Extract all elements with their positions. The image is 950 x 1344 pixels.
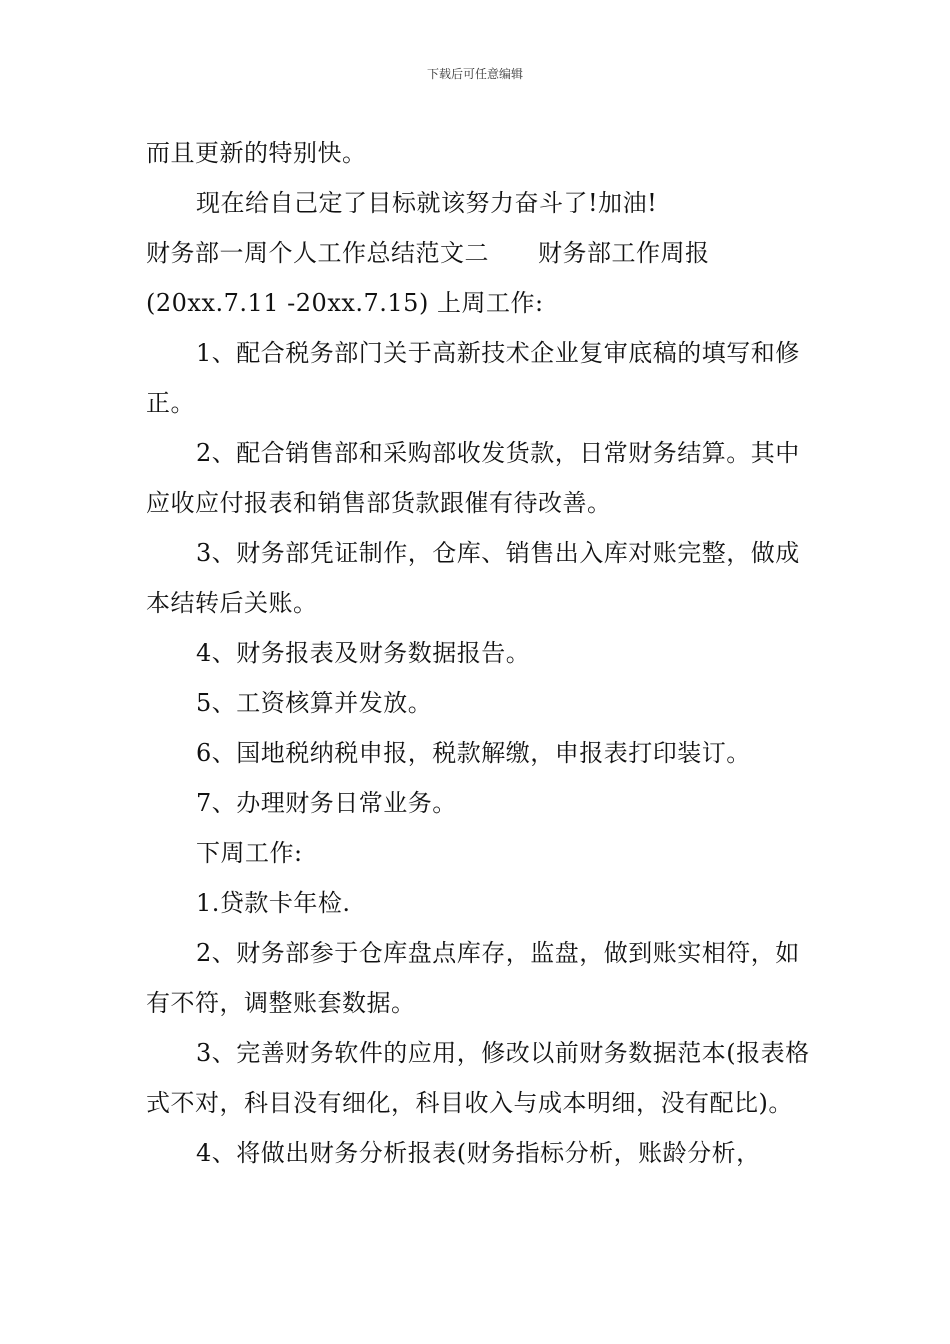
paragraph: 4、财务报表及财务数据报告。 (196, 639, 531, 667)
paragraph: 5、工资核算并发放。 (196, 689, 433, 717)
paragraph: 1、配合税务部门关于高新技术企业复审底稿的填写和修正。 (146, 339, 800, 417)
paragraph: 2、配合销售部和采购部收发货款，日常财务结算。其中应收应付报表和销售部货款跟催有待改善。 (146, 439, 800, 517)
paragraph: 1.贷款卡年检. (196, 889, 351, 917)
paragraph: 现在给自己定了目标就该努力奋斗了!加油! (196, 189, 658, 217)
page-header: 下载后可任意编辑 (426, 67, 523, 81)
paragraph: 4、将做出财务分析报表(财务指标分析，账龄分析， (196, 1139, 761, 1167)
paragraph: 3、财务部凭证制作，仓库、销售出入库对账完整，做成本结转后关账。 (146, 539, 800, 617)
document-body (146, 128, 811, 1178)
paragraph: 而且更新的特别快。 (146, 139, 367, 167)
paragraph: 财务部一周个人工作总结范文二 财务部工作周报(20xx.7.11 -20xx.7.15) 上周工作: (146, 239, 710, 317)
paragraph: 2、财务部参于仓库盘点库存，监盘，做到账实相符，如有不符，调整账套数据。 (146, 939, 800, 1017)
paragraph: 3、完善财务软件的应用，修改以前财务数据范本(报表格式不对，科目没有细化，科目收入与成本明细，没有配比)。 (146, 1039, 810, 1117)
paragraph: 7、办理财务日常业务。 (196, 789, 457, 817)
paragraph: 下周工作: (196, 839, 303, 867)
paragraph: 6、国地税纳税申报，税款解缴，申报表打印装订。 (196, 739, 751, 767)
